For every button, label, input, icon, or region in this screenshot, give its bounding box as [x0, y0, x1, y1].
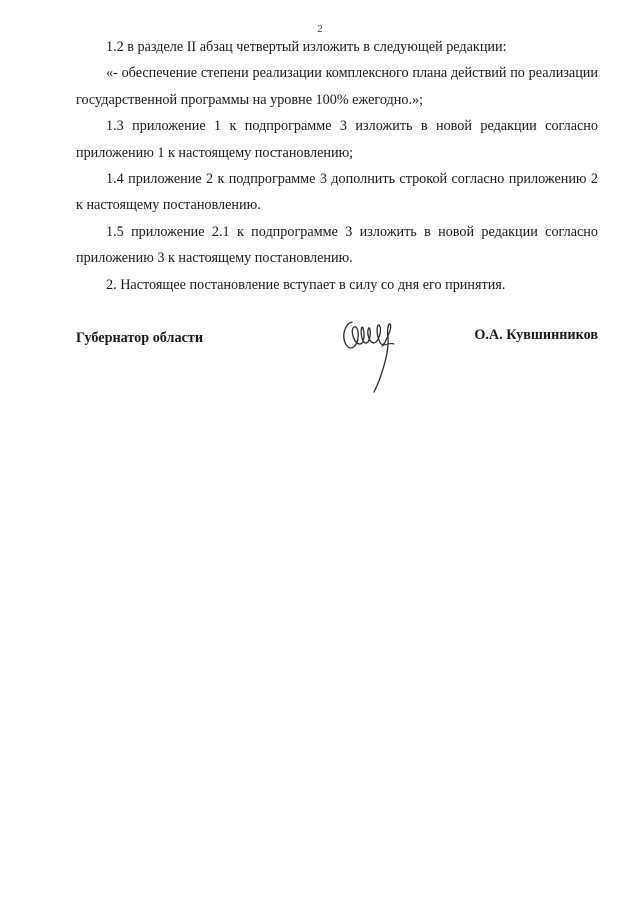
paragraph-1-2: 1.2 в разделе II абзац четвертый изложить в следующей редакции: [106, 39, 507, 55]
signature-block [76, 316, 598, 396]
signatory-title: Губернатор области [76, 330, 204, 346]
paragraph-1-4: 1.4 приложение 2 к подпрограмме 3 дополнить строкой согласно приложению 2 к настоящему постановлению. [76, 171, 598, 214]
paragraph-quote: «- обеспечение степени реализации комплексного плана действий по реализации государственной программы на уровне 100% ежегодно.»; [76, 65, 598, 108]
paragraph-1-3: 1.3 приложение 1 к подпрограмме 3 изложить в новой редакции согласно приложению 1 к настоящему постановлению; [76, 118, 598, 161]
paragraph-2: 2. Настоящее постановление вступает в силу со дня его принятия. [106, 276, 506, 293]
signatory-name: О.А. Кувшинников [474, 327, 598, 343]
page-number: 2 [317, 23, 323, 35]
paragraph-1-5: 1.5 приложение 2.1 к подпрограмме 3 изложить в новой редакции согласно приложению 3 к настоящему постановлению. [76, 223, 598, 267]
document-body [76, 34, 598, 298]
handwritten-signature-icon [338, 316, 402, 396]
